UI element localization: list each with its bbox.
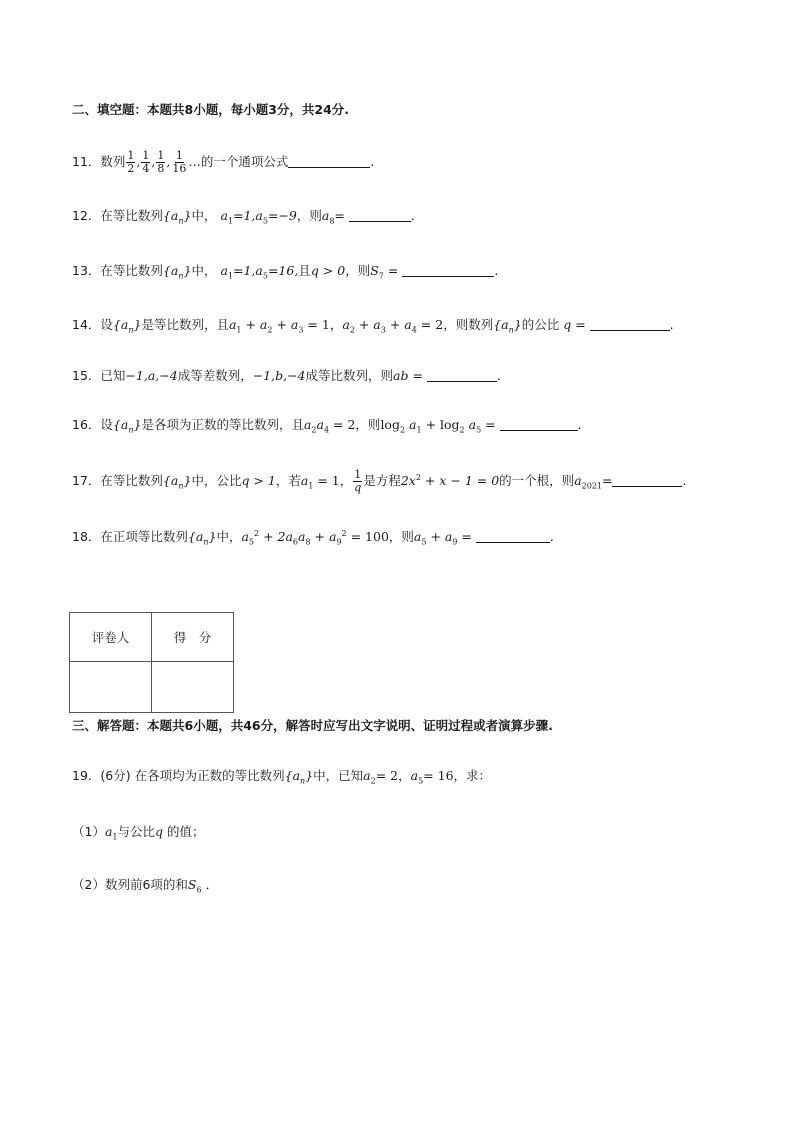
question-14: 14．设$\{a_n\}$是等比数列，且$a_1 + a_2 + a_3 = 1$，$a_2 + a_3 + a_4 = 2$，则数列$\{a_n\}$的公比 q = . — [72, 317, 674, 335]
grading-table — [69, 612, 234, 713]
q12-answer-blank[interactable] — [349, 207, 411, 222]
q11-frac-2: $\frac{1}{4}$ — [142, 149, 150, 175]
q15-answer-blank[interactable] — [427, 367, 497, 382]
question-13: 13．在等比数列$\{a_n\}$中， $a_1=1,a_5=16$,且q > 0，则$S_7$ = . — [72, 263, 499, 281]
reviewer-cell[interactable] — [70, 662, 152, 713]
q17-answer-blank[interactable] — [612, 472, 682, 487]
section2-heading: 二、填空题：本题共8小题，每小题3分，共24分. — [72, 102, 350, 117]
q14-answer-blank[interactable] — [590, 316, 670, 331]
q13-answer-blank[interactable] — [402, 262, 494, 277]
q11-frac-4: $\frac{1}{16}$ — [172, 149, 187, 175]
question-19-part-1: $(1)a_1$与公比q 的值； — [72, 824, 205, 842]
q11-number: 11． — [72, 154, 101, 169]
question-16: 16．设$\{a_n\}$是各项为正数的等比数列，且$a_2a_4 = 2$，则$\log_2 a_1 + \log_2 a_5$ = . — [72, 417, 582, 435]
q11-answer-blank[interactable] — [288, 153, 370, 168]
question-11: 11．数列 $\frac{1}{2}$ , $\frac{1}{4}$ , $\frac{1}{8}$ , $\frac{1}{16}$ …的一个通项公式 . — [72, 149, 375, 175]
score-header: 得 分 — [152, 613, 234, 662]
q17-fraction: $\frac{1}{q}$ — [354, 468, 362, 495]
question-17: 17．在等比数列$\{a_n\}$中，公比q > 1，若$a_1 = 1$， $\frac{1}{q}$ 是方程$2x^2 + x - 1 = 0$的一个根，则$a_{2021}=$ . — [72, 468, 687, 495]
q11-prefix: 数列 — [100, 154, 126, 169]
question-19: 19．(6分) 在各项均为正数的等比数列$\{a_n\}$中，已知$a_2= 2$，$a_5= 16$，求： — [72, 768, 492, 786]
section3-heading: 三、解答题：本题共6小题，共46分，解答时应写出文字说明、证明过程或者演算步骤. — [72, 718, 553, 733]
q11-tail: …的一个通项公式 — [188, 154, 289, 169]
q11-frac-3: $\frac{1}{8}$ — [157, 149, 165, 175]
question-12: 12．在等比数列$\{a_n\}$中， $a_1=1,a_5=-9$，则$a_8=$ . — [72, 208, 415, 226]
reviewer-header: 评卷人 — [70, 613, 152, 662]
q11-frac-1: $\frac{1}{2}$ — [127, 149, 135, 175]
q18-answer-blank[interactable] — [476, 528, 550, 543]
question-15: 15．已知−1,a,−4成等差数列，−1,b,−4成等比数列，则ab = . — [72, 368, 501, 383]
question-19-part-2: （2）数列前6项的和$S_6$ ． — [72, 877, 219, 895]
q16-answer-blank[interactable] — [500, 416, 578, 431]
question-18: 18．在正项等比数列$\{a_n\}$中，$a_5^2 + 2a_6a_8 + a_9^2 = 100$，则$a_5 + a_9$ = . — [72, 529, 554, 547]
score-cell[interactable] — [152, 662, 234, 713]
